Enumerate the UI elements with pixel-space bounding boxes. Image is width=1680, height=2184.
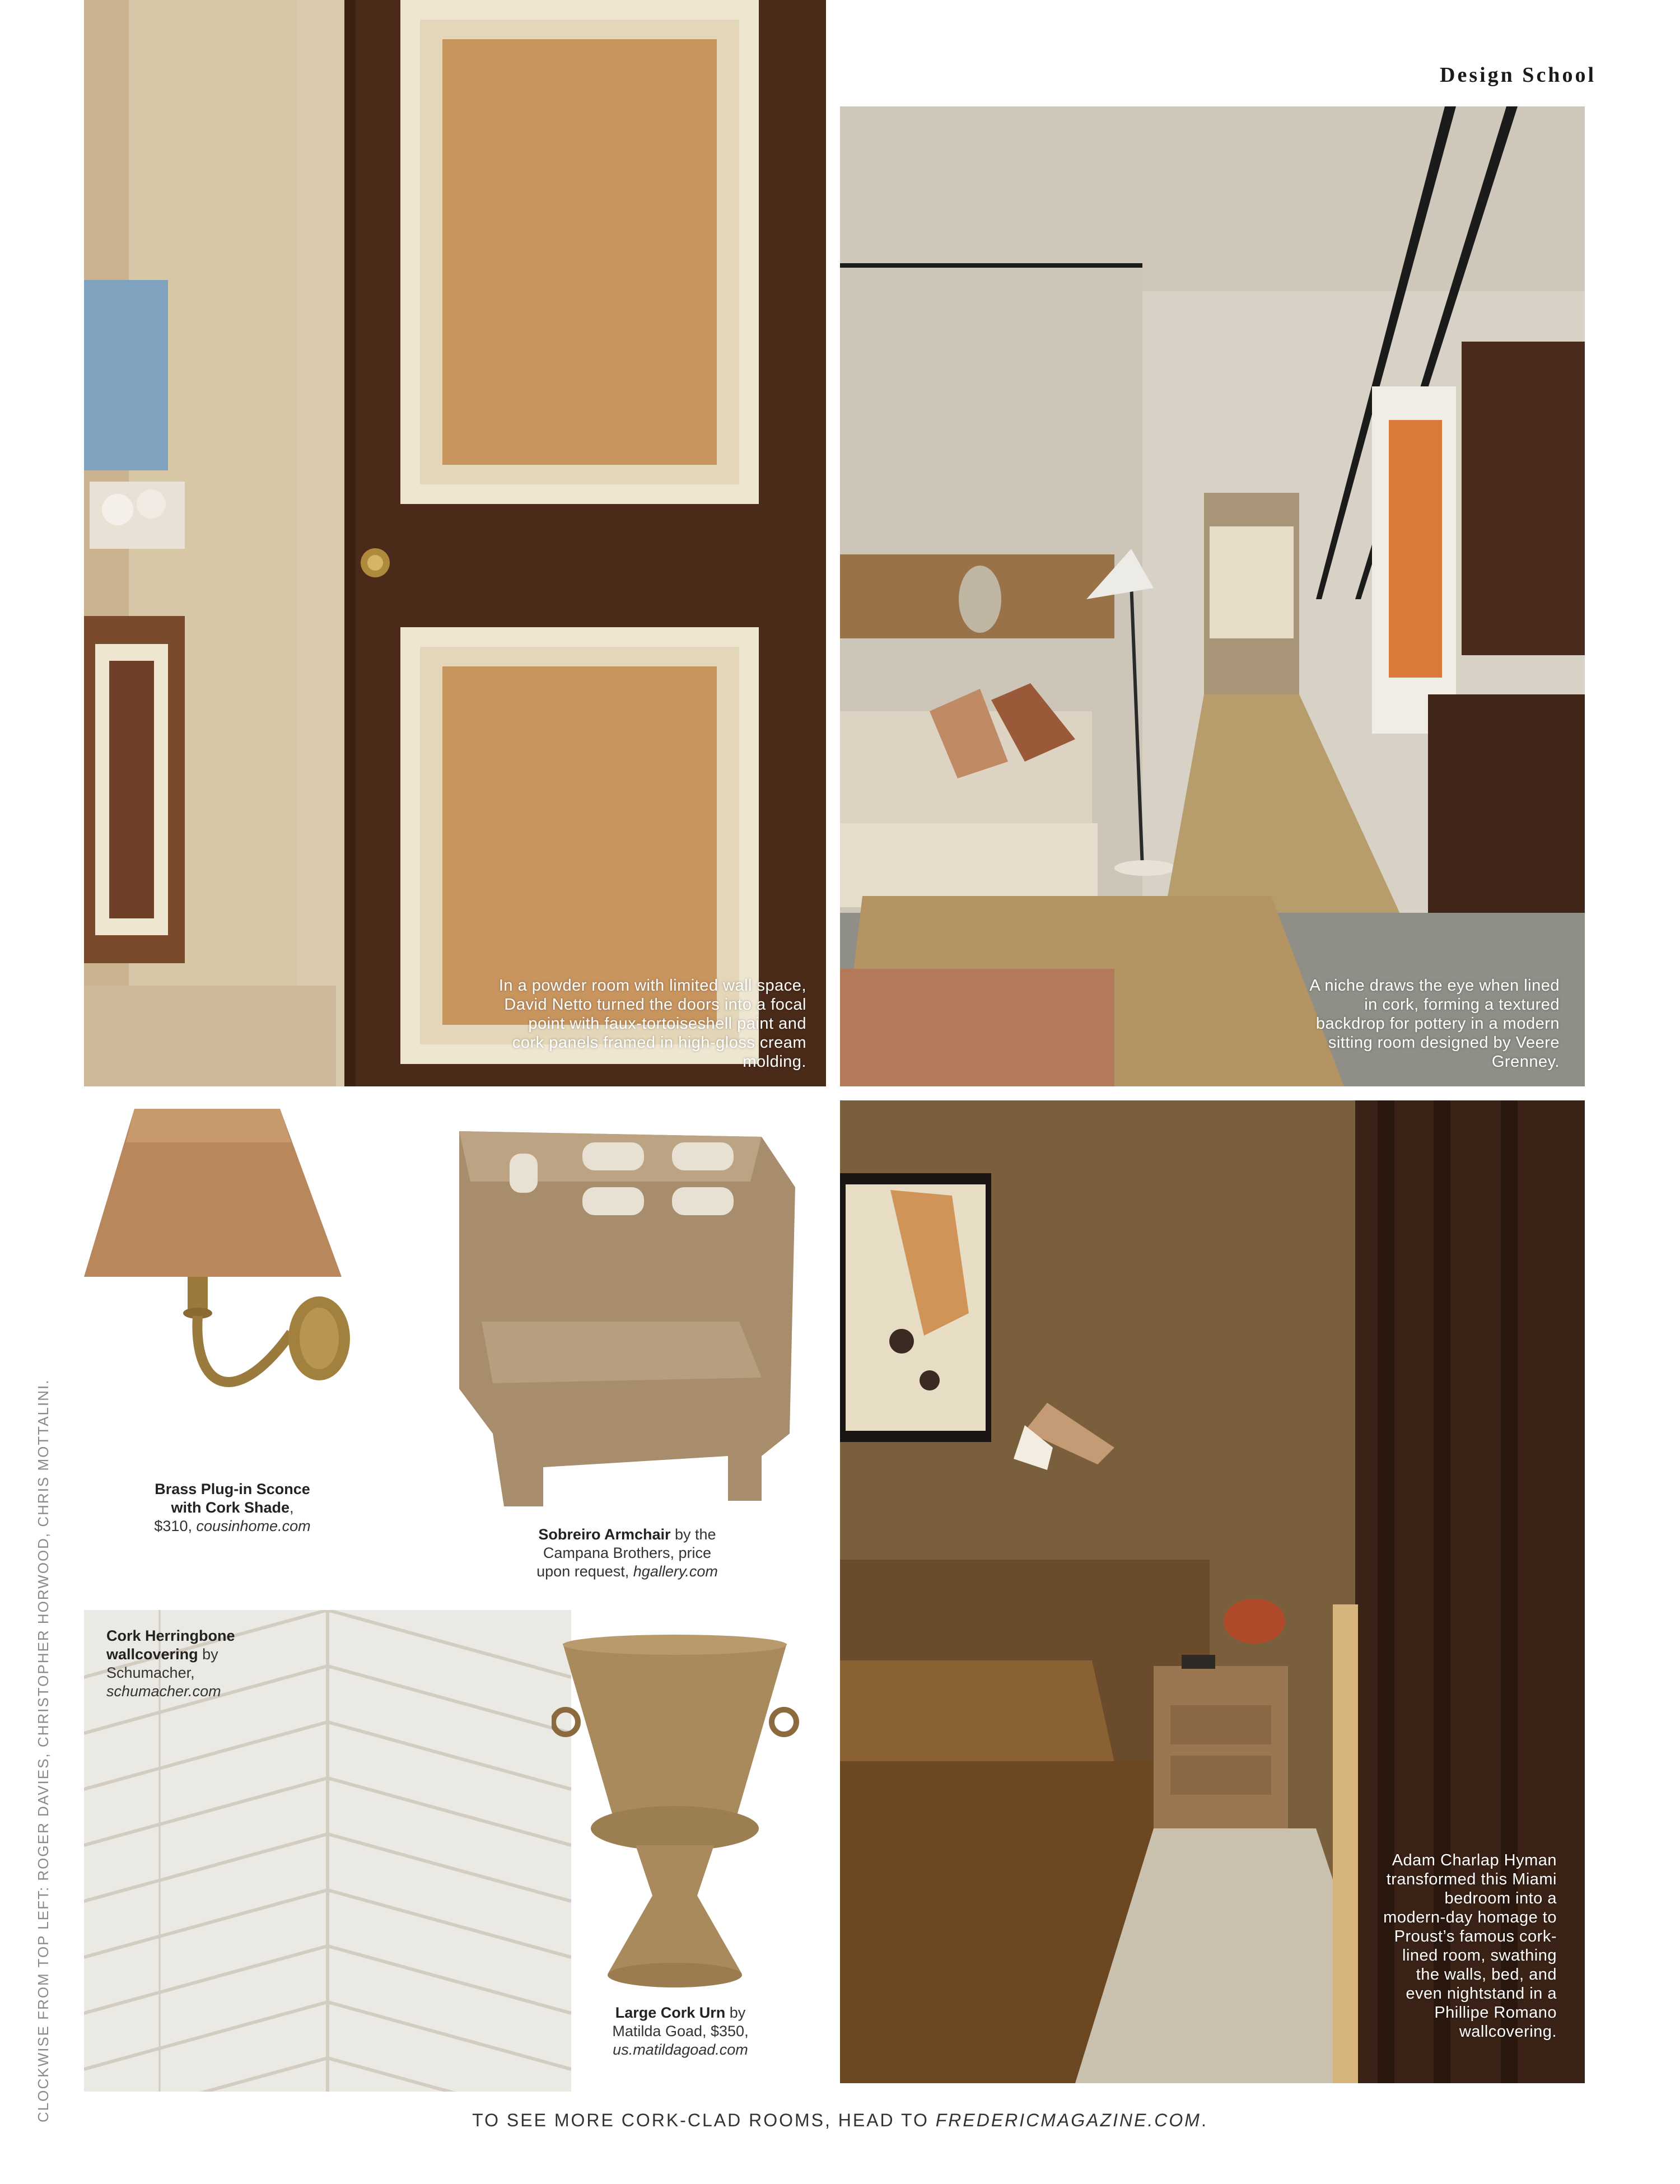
urn-maker: Matilda Goad, $350,: [612, 2023, 749, 2040]
sconce-image: [78, 1098, 381, 1478]
armchair-caption: [482, 1525, 773, 1581]
bedroom-caption: Adam Charlap Hyman transformed this Miami bedroom into a modern-day homage to Proust’s famous cork-lined room, swathing the walls, bed, and even nightstand in a Phillipe Romano wallcovering.: [1383, 1851, 1557, 2041]
sconce-price: $310,: [154, 1518, 192, 1534]
wallcovering-url: schumacher.com: [106, 1683, 221, 1700]
urn-name: Large Cork Urn: [615, 2004, 726, 2021]
wallcovering-by: by: [202, 1646, 218, 1663]
sitting-room-photo: [840, 106, 1585, 1086]
wallcovering-name-line1: Cork Herringbone: [106, 1627, 235, 1644]
sitting-room-caption: A niche draws the eye when lined in cork, forming a textured backdrop for pottery in a modern sitting room designed by Veere Grenney.: [1309, 977, 1560, 1071]
sconce-caption: Brass Plug-in Sconce with Cork Shade, $310, cousinhome.com: [154, 1481, 311, 1534]
photo-credit: CLOCKWISE FROM TOP LEFT: ROGER DAVIES, CHRISTOPHER HORWOOD, CHRIS MOTTALINI.: [35, 1379, 52, 2122]
wallcovering-maker: Schumacher,: [106, 1664, 195, 1681]
powder-room-caption: In a powder room with limited wall space, David Netto turned the doors into a focal point with faux-tortoiseshell paint and cork panels framed in high-gloss cream molding.: [498, 977, 806, 1071]
urn-by: by: [729, 2004, 746, 2021]
section-title: Design School: [1440, 63, 1596, 87]
footer-end: .: [1201, 2110, 1208, 2130]
urn-caption: [566, 2004, 795, 2059]
armchair-name: Sobreiro Armchair: [538, 1526, 671, 1543]
sconce-url: cousinhome.com: [196, 1518, 311, 1534]
footer-url[interactable]: FREDERICMAGAZINE.COM: [935, 2110, 1201, 2130]
armchair-maker: Campana Brothers, price: [543, 1544, 712, 1561]
armchair-url: hgallery.com: [633, 1563, 718, 1580]
sconce-name-line1: Brass Plug-in Sconce: [155, 1481, 310, 1497]
urn-image: [552, 1632, 809, 1991]
urn-url: us.matildagoad.com: [613, 2041, 748, 2058]
armchair-by: by the: [675, 1526, 716, 1543]
wallcovering-name-line2: wallcovering: [106, 1646, 198, 1663]
powder-room-photo: [84, 0, 826, 1086]
sconce-name-line2: with Cork Shade: [171, 1499, 290, 1516]
wallcovering-caption: [106, 1627, 286, 1701]
armchair-price: upon request,: [536, 1563, 629, 1580]
footer-cta: [0, 2110, 1680, 2131]
armchair-image: [448, 1120, 806, 1512]
footer-text: TO SEE MORE CORK-CLAD ROOMS, HEAD TO: [472, 2110, 929, 2130]
